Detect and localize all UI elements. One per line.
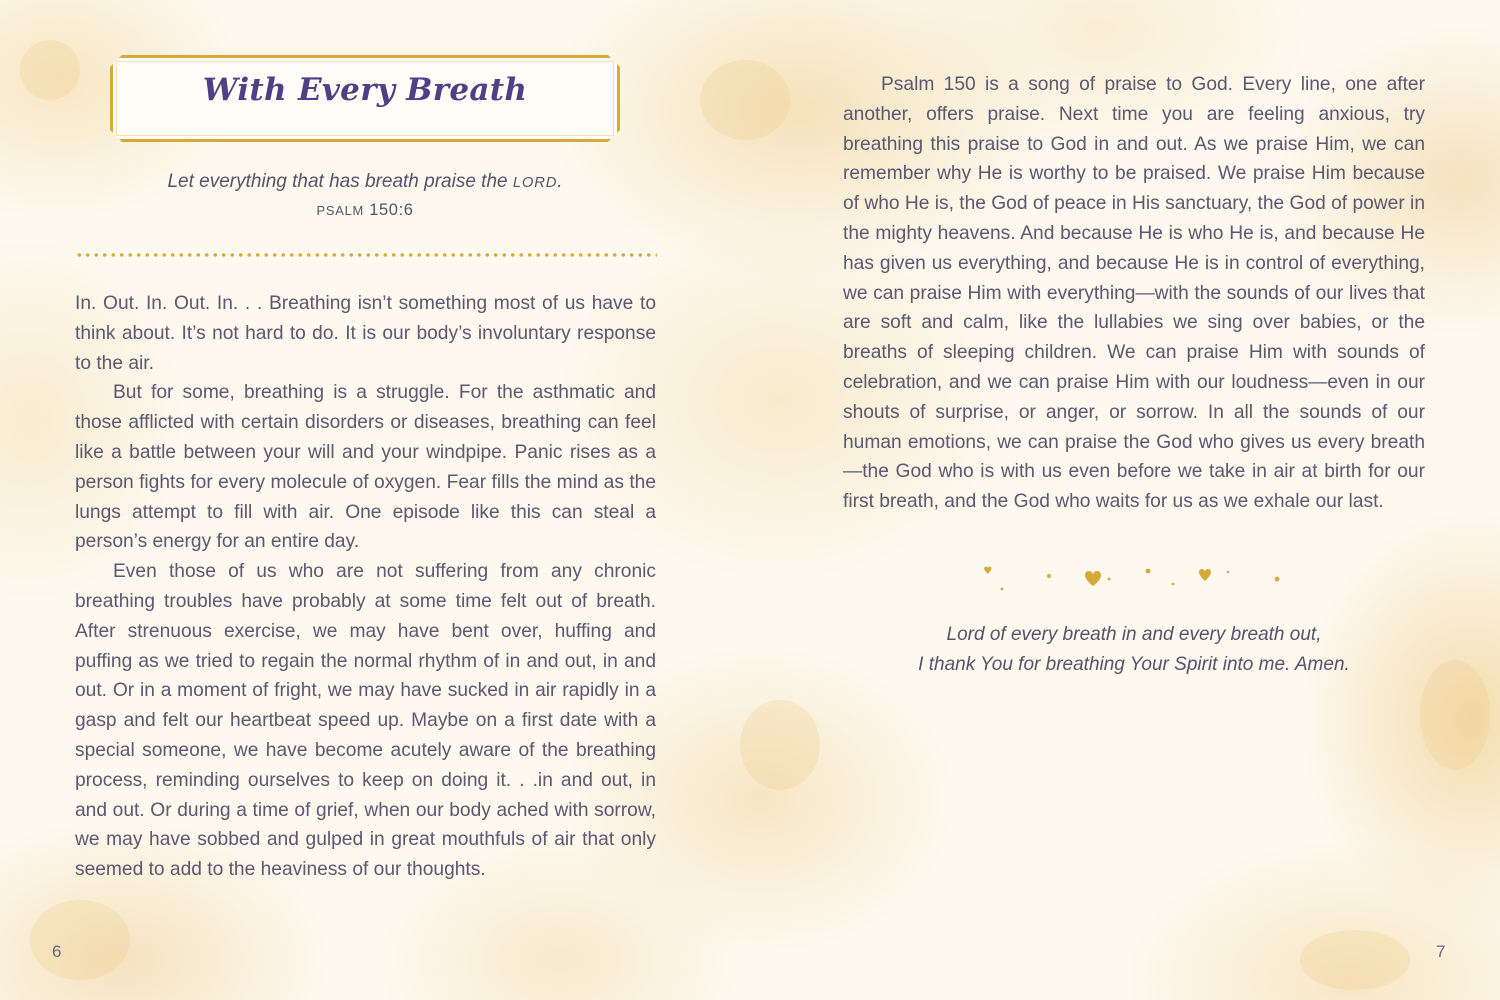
heart-icon <box>1199 569 1211 581</box>
right-body-text: Psalm 150 is a song of praise to God. Every line, one after another, offers praise. Next time you are feeling anxious, try breathing this praise to God in and out. As we praise Him, we can remember why He is worthy to be praised. We praise Him because of who He is, the God of peace in His sanctuary, the God of power in the mighty heavens. And because He is who He is, and because He has given us everything, and because He is in control of everything, we can praise Him with everything—with the sounds of our lives that are soft and calm, like the lullabies we sing over babies, or the breaths of sleeping children. We can praise Him with sounds of celebration, and we can praise Him with our loudness—even in our shouts of surprise, or anger, or sorrow. In all the sounds of our human emotions, we can praise the God who gives us every breath—the God who is with us even before we take in air at birth for our first breath, and the God who waits for us as we exhale our last. <box>843 74 1425 513</box>
verse-text: Let everything that has breath praise the <box>167 171 513 192</box>
watercolor-blossom <box>20 40 80 100</box>
dot-icon <box>1108 578 1111 581</box>
verse-reference <box>75 201 655 220</box>
paragraph: In. Out. In. Out. In. . . Breathing isn’t something most of us have to think about. It’s not hard to do. It is our body’s involuntary response to the air. <box>75 293 656 374</box>
page-number-left: 6 <box>52 942 62 961</box>
dot-icon <box>1146 569 1151 574</box>
page-number-right: 7 <box>1436 942 1446 961</box>
watercolor-blossom <box>700 60 790 140</box>
dot-icon <box>1275 577 1280 582</box>
dot-icon <box>1172 583 1175 586</box>
verse-ref-book: PSALM <box>316 203 365 218</box>
prayer-line: I thank You for breathing Your Spirit into me. Amen. <box>918 653 1350 675</box>
prayer-line: Lord of every breath in and every breath out, <box>946 624 1322 645</box>
verse-end: . <box>557 171 563 192</box>
scripture-verse <box>75 171 655 193</box>
heart-dots-ornament <box>980 563 1290 595</box>
dot-icon <box>1047 574 1051 578</box>
left-body-text <box>75 289 656 885</box>
watercolor-blossom <box>740 700 820 790</box>
page-title: With Every Breath <box>202 72 528 108</box>
heart-icon <box>1085 571 1101 586</box>
closing-prayer <box>843 620 1425 679</box>
watercolor-blossom <box>1420 660 1490 770</box>
verse-lord: LORD <box>512 175 558 191</box>
watercolor-blossom <box>1300 930 1410 990</box>
dot-icon <box>1001 588 1004 591</box>
heart-icon <box>984 567 991 574</box>
dot-icon <box>1227 571 1229 573</box>
watercolor-blossom <box>30 900 130 980</box>
dotted-divider <box>75 253 657 257</box>
verse-ref-number: 150:6 <box>364 201 414 219</box>
paragraph: But for some, breathing is a struggle. For the asthmatic and those afflicted with certain disorders or diseases, breathing can feel like a battle between your will and your windpipe. Panic rises as a person fights for every molecule of oxygen. Fear fills the mind as the lungs attempt to fill with air. One episode like this can steal a person’s energy for an entire day. <box>75 382 656 553</box>
paragraph: Even those of us who are not suffering from any chronic breathing troubles have probably at some time felt out of breath. After strenuous exercise, we may have bent over, huffing and puffing as we tried to regain the normal rhythm of in and out, in and out. Or in a moment of fright, we may have sucked in air rapidly in a gasp and felt our heartbeat speed up. Maybe on a first date with a special someone, we have become acutely aware of the breathing process, reminding ourselves to keep on doing it. . .in and out, in and out. Or during a time of grief, when our body ached with sorrow, we may have sobbed and gulped in great mouthfuls of air that only seemed to add to the heaviness of our thoughts. <box>75 561 656 881</box>
